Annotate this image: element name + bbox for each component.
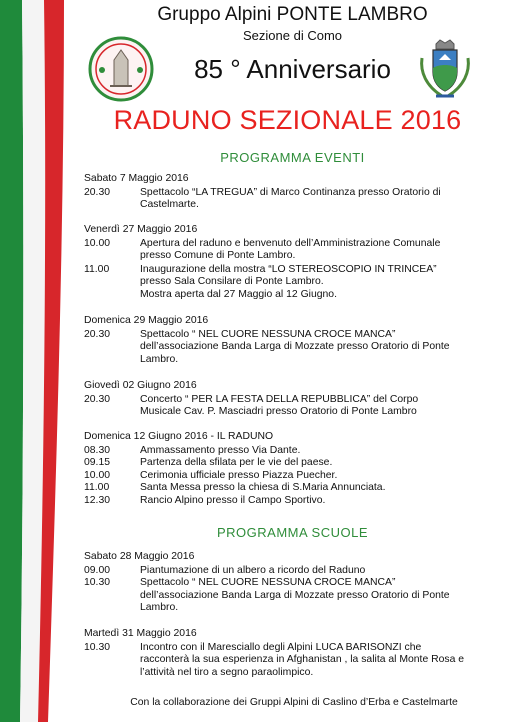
event-item <box>84 187 494 212</box>
event-time: 08.30 <box>84 444 111 456</box>
program-events-title: PROGRAMMA EVENTI <box>220 150 365 165</box>
event-item <box>84 445 494 458</box>
program-schools-title: PROGRAMMA SCUOLE <box>216 525 369 540</box>
event-description <box>140 264 494 302</box>
event-text-line: Spettacolo “ NEL CUORE NESSUNA CROCE MANCA” <box>140 577 396 589</box>
event-day <box>84 315 494 366</box>
event-day-title: Martedì 31 Maggio 2016 <box>84 628 197 639</box>
event-item <box>84 394 494 419</box>
event-day <box>84 551 494 615</box>
event-description: Rancio Alpino presso il Campo Sportivo. <box>140 494 326 506</box>
section-subtitle: Sezione di Como <box>243 28 342 43</box>
event-text-line: Concerto “ PER LA FESTA DELLA REPUBBLICA” del Corpo <box>140 393 419 405</box>
event-item <box>84 495 494 508</box>
event-item <box>84 565 494 578</box>
event-time: 09.15 <box>84 457 111 469</box>
event-text-line: dell’associazione Banda Larga di Mozzate presso Oratorio di Ponte <box>140 589 450 601</box>
event-item <box>84 329 494 367</box>
event-time: 10.00 <box>84 237 111 249</box>
event-text-line: Incontro con il Maresciallo degli Alpini LUCA BARISONZI che <box>140 641 422 653</box>
event-text-line: Musicale Cav. P. Masciadri presso Oratorio di Ponte Lambro <box>140 406 417 418</box>
event-day-title: Sabato 7 Maggio 2016 <box>84 173 189 184</box>
event-text-line: Lambro. <box>140 602 179 614</box>
event-item <box>84 238 494 263</box>
event-description <box>140 329 494 367</box>
footer-note: Con la collaborazione dei Gruppi Alpini di Caslino d’Erba e Castelmarte <box>130 697 458 708</box>
event-description: Partenza della sfilata per le vie del paese. <box>140 457 333 469</box>
event-item <box>84 457 494 470</box>
event-time: 10.30 <box>84 641 111 653</box>
event-item <box>84 264 494 302</box>
event-time: 11.00 <box>84 263 110 275</box>
event-text-line: Lambro. <box>140 353 179 365</box>
event-text-line: Mostra aperta dal 27 Maggio al 12 Giugno. <box>140 288 337 300</box>
event-day-title: Giovedì 02 Giugno 2016 <box>84 380 197 391</box>
event-time: 10.30 <box>84 577 111 589</box>
event-description <box>140 238 494 263</box>
event-item <box>84 577 494 615</box>
event-item <box>84 482 494 495</box>
event-day-title: Venerdì 27 Maggio 2016 <box>84 224 198 235</box>
event-text-line: racconterà la sua esperienza in Afghanistan , la salita al Monte Rosa e <box>140 654 465 666</box>
event-day <box>84 628 494 679</box>
event-time: 20.30 <box>84 328 111 340</box>
event-day-title: Domenica 29 Maggio 2016 <box>84 315 209 326</box>
italian-flag-ribbon <box>0 0 70 722</box>
event-time: 20.30 <box>84 186 111 198</box>
event-text-line: Spettacolo “ NEL CUORE NESSUNA CROCE MANCA” <box>140 328 396 340</box>
event-description <box>140 187 494 212</box>
event-time: 20.30 <box>84 393 111 405</box>
event-day <box>84 380 494 419</box>
group-title: Gruppo Alpini PONTE LAMBRO <box>157 4 428 25</box>
town-crest-icon <box>412 36 478 102</box>
event-description: Piantumazione di un albero a ricordo del Raduno <box>140 564 366 576</box>
anniversary-title: 85 ° Anniversario <box>194 54 391 84</box>
event-day <box>84 173 494 212</box>
event-time: 10.00 <box>84 469 111 481</box>
event-text-line: Castelmarte. <box>140 199 199 211</box>
event-day <box>84 224 494 302</box>
event-day-title: Sabato 28 Maggio 2016 <box>84 551 195 562</box>
event-text-line: l’attività nel tiro a segno paraolimpico. <box>140 666 314 678</box>
event-description: Cerimonia ufficiale presso Piazza Puecher. <box>140 469 338 481</box>
event-description: Ammassamento presso Via Dante. <box>140 444 301 456</box>
event-item <box>84 642 494 680</box>
event-description: Santa Messa presso la chiesa di S.Maria Annunciata. <box>140 482 386 494</box>
event-description <box>140 577 494 615</box>
event-text-line: dell’associazione Banda Larga di Mozzate presso Oratorio di Ponte <box>140 341 450 353</box>
event-time: 12.30 <box>84 494 111 506</box>
raduno-title: RADUNO SEZIONALE 2016 <box>113 105 462 135</box>
event-description <box>140 394 494 419</box>
event-text-line: presso Comune di Ponte Lambro. <box>140 250 296 262</box>
event-time: 11.00 <box>84 482 110 494</box>
event-text-line: Inaugurazione della mostra “LO STEREOSCOPIO IN TRINCEA” <box>140 263 437 275</box>
event-item <box>84 470 494 483</box>
event-text-line: presso Sala Consilare di Ponte Lambro. <box>140 276 324 288</box>
event-time: 09.00 <box>84 564 111 576</box>
event-description <box>140 642 494 680</box>
event-day-title: Domenica 12 Giugno 2016 - IL RADUNO <box>84 431 274 442</box>
event-day <box>84 431 494 508</box>
event-text-line: Spettacolo “LA TREGUA” di Marco Continanza presso Oratorio di <box>140 186 441 198</box>
event-text-line: Apertura del raduno e benvenuto dell’Amministrazione Comunale <box>140 237 441 249</box>
